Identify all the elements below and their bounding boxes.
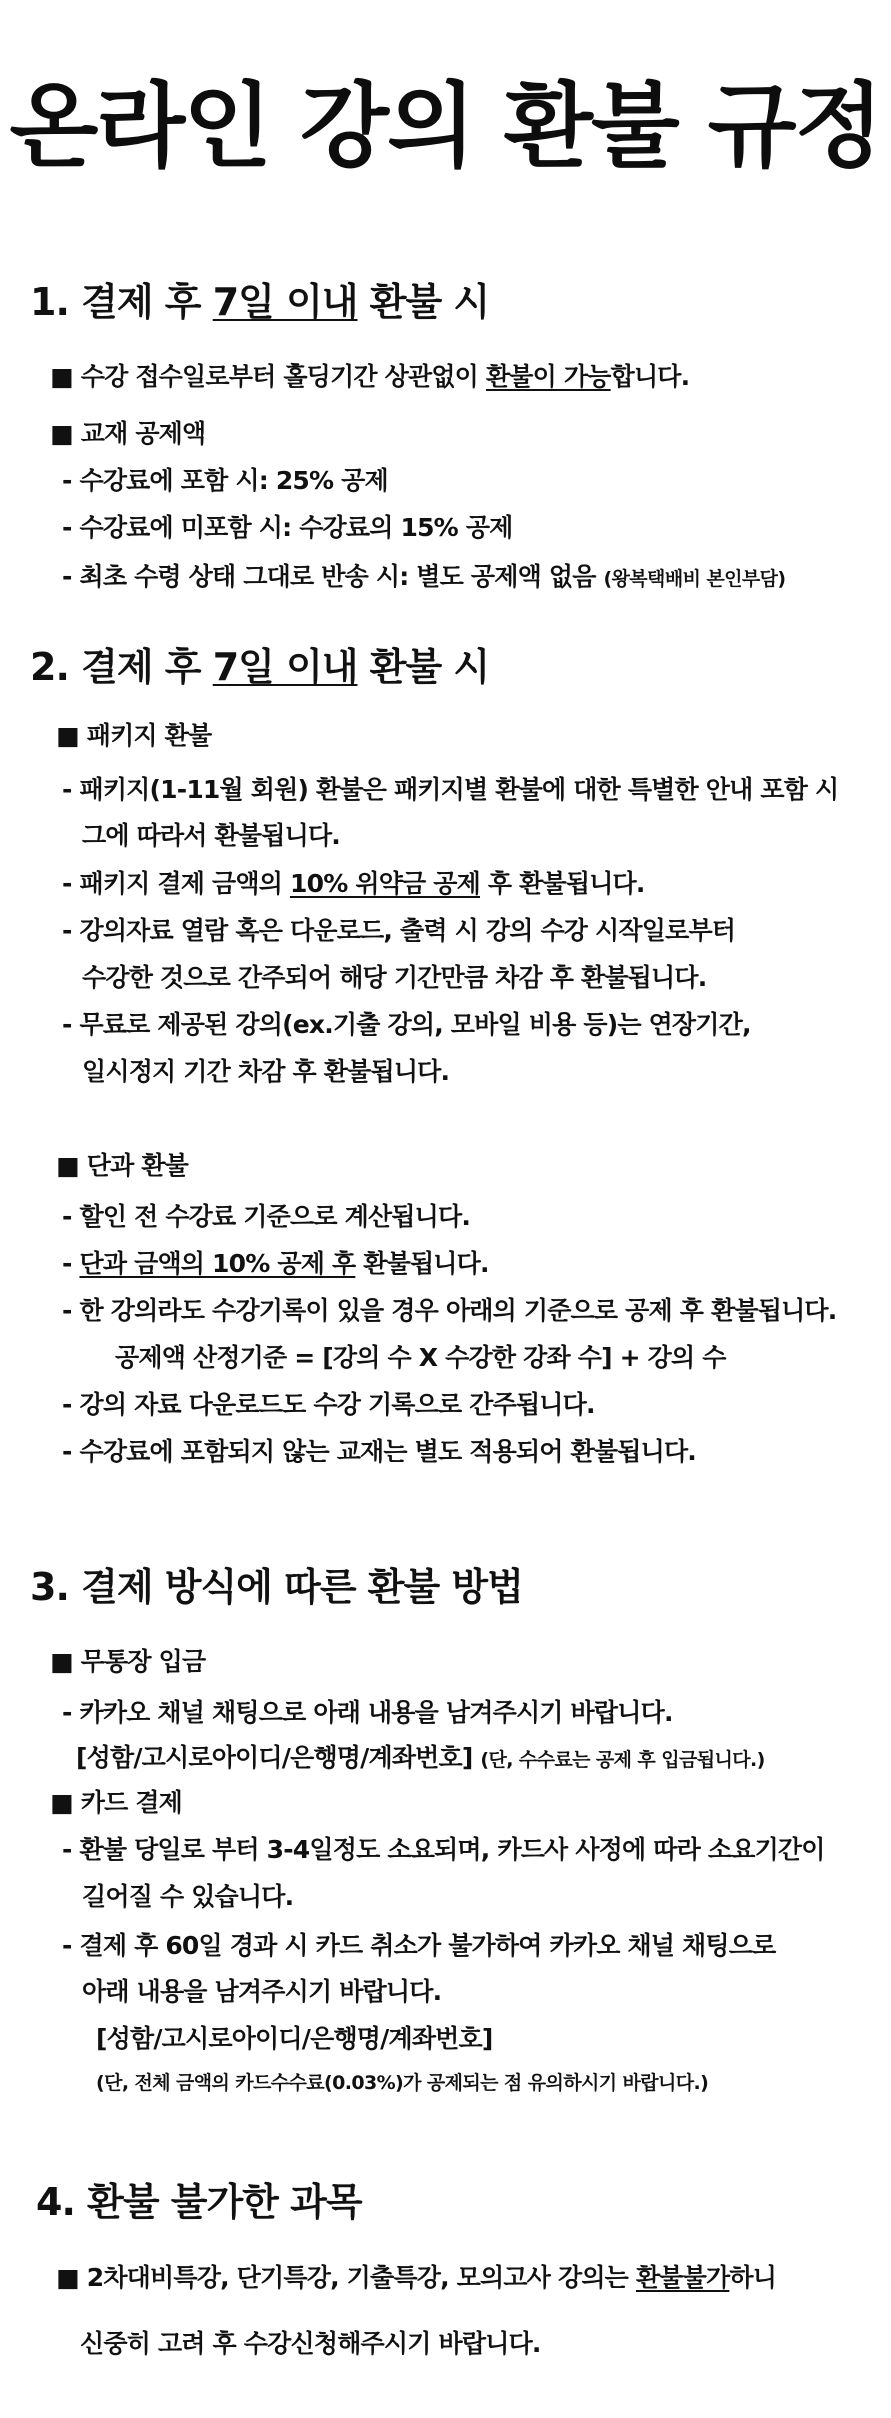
- section-1-line-1: [50, 361, 689, 392]
- package-line-1a: - 패키지(1-11월 회원) 환불은 패키지별 환불에 대한 특별한 안내 포함 시: [62, 775, 839, 804]
- section-2-heading-prefix: 2. 결제 후: [30, 645, 213, 689]
- single-line-2-suffix: 환불됩니다.: [355, 1249, 489, 1278]
- card-line-2a: - 결제 후 60일 경과 시 카드 취소가 불가하여 카카오 채널 채팅으로: [62, 1931, 776, 1960]
- section-1-line-5: [62, 561, 785, 592]
- textbook-deduction-title: ■ 교재 공제액: [50, 419, 206, 448]
- bank-transfer-title: ■ 무통장 입금: [50, 1647, 206, 1676]
- section-4-line-1-underlined: 환불불가: [635, 2263, 730, 2292]
- package-line-3b: 수강한 것으로 간주되어 해당 기간만큼 차감 후 환불됩니다.: [82, 963, 707, 992]
- section-2-heading: [30, 645, 489, 691]
- section-4-heading: 4. 환불 불가한 과목: [36, 2180, 362, 2224]
- package-line-1b: 그에 따라서 환불됩니다.: [82, 821, 341, 850]
- single-line-1: - 할인 전 수강료 기준으로 계산됩니다.: [62, 1202, 471, 1231]
- single-line-2-underlined: 단과 금액의 10% 공제 후: [79, 1249, 356, 1278]
- section-2-heading-underlined: 7일 이내: [212, 645, 358, 689]
- page-title: 온라인 강의 환불 규정: [9, 73, 882, 180]
- single-line-2-prefix: -: [62, 1249, 80, 1278]
- section-1-heading: [30, 280, 489, 326]
- section-1-heading-underlined: 7일 이내: [212, 280, 358, 324]
- card-line-3: [성함/고시로아이디/은행명/계좌번호]: [96, 2024, 493, 2053]
- section-1-line-5-main: - 최초 수령 상태 그대로 반송 시: 별도 공제액 없음: [62, 562, 596, 591]
- section-4-line-1-suffix: 하니: [729, 2263, 777, 2292]
- single-line-5: - 강의 자료 다운로드도 수강 기록으로 간주됩니다.: [62, 1390, 595, 1419]
- package-line-2-prefix: - 패키지 결제 금액의: [62, 869, 290, 898]
- section-1-line-1-prefix: ■ 수강 접수일로부터 홀딩기간 상관없이: [50, 362, 486, 391]
- package-line-4a: - 무료로 제공된 강의(ex.기출 강의, 모바일 비용 등)는 연장기간,: [62, 1010, 751, 1039]
- section-1-heading-suffix: 환불 시: [357, 280, 490, 324]
- deduction-formula: 공제액 산정기준 = [강의 수 X 수강한 강좌 수] + 강의 수: [115, 1343, 726, 1372]
- section-1-line-4: - 수강료에 미포함 시: 수강료의 15% 공제: [62, 513, 513, 542]
- package-line-2: [62, 868, 645, 899]
- section-1-line-5-note: (왕복택배비 본인부담): [603, 568, 786, 590]
- section-1-line-3: - 수강료에 포함 시: 25% 공제: [62, 466, 388, 495]
- section-4-line-1-prefix: ■ 2차대비특강, 단기특강, 기출특강, 모의고사 강의는: [56, 2263, 636, 2292]
- section-2-heading-suffix: 환불 시: [357, 645, 490, 689]
- package-line-3a: - 강의자료 열람 혹은 다운로드, 출력 시 강의 수강 시작일로부터: [62, 916, 736, 945]
- package-line-2-suffix: 후 환불됩니다.: [480, 869, 645, 898]
- bank-line-2: [76, 1742, 765, 1773]
- section-4-line-2: 신중히 고려 후 수강신청해주시기 바랍니다.: [80, 2329, 541, 2358]
- single-refund-title: ■ 단과 환불: [56, 1151, 189, 1180]
- bank-line-2-note: (단, 수수료는 공제 후 입금됩니다.): [480, 1749, 765, 1771]
- card-payment-title: ■ 카드 결제: [50, 1788, 183, 1817]
- card-line-1b: 길어질 수 있습니다.: [82, 1882, 294, 1911]
- section-4-line-1: [56, 2262, 776, 2293]
- single-line-6: - 수강료에 포함되지 않는 교재는 별도 적용되어 환불됩니다.: [62, 1437, 697, 1466]
- package-refund-title: ■ 패키지 환불: [56, 721, 212, 750]
- section-1-line-1-underlined: 환불이 가능: [485, 362, 611, 391]
- single-line-2: [62, 1248, 489, 1279]
- card-line-4: (단, 전체 금액의 카드수수료(0.03%)가 공제되는 점 유의하시기 바랍니다.): [96, 2072, 709, 2094]
- bank-line-1: - 카카오 채널 채팅으로 아래 내용을 남겨주시기 바랍니다.: [62, 1698, 673, 1727]
- bank-line-2-main: [성함/고시로아이디/은행명/계좌번호]: [76, 1743, 473, 1772]
- section-1-heading-prefix: 1. 결제 후: [30, 280, 213, 324]
- card-line-1a: - 환불 당일로 부터 3-4일정도 소요되며, 카드사 사정에 따라 소요기간이: [62, 1835, 825, 1864]
- section-3-heading: 3. 결제 방식에 따른 환불 방법: [30, 1565, 523, 1609]
- package-line-4b: 일시정지 기간 차감 후 환불됩니다.: [82, 1057, 450, 1086]
- single-line-3: - 한 강의라도 수강기록이 있을 경우 아래의 기준으로 공제 후 환불됩니다.: [62, 1296, 837, 1325]
- section-1-line-1-suffix: 합니다.: [610, 362, 690, 391]
- card-line-2b: 아래 내용을 남겨주시기 바랍니다.: [82, 1977, 442, 2006]
- package-line-2-underlined: 10% 위약금 공제: [290, 869, 480, 898]
